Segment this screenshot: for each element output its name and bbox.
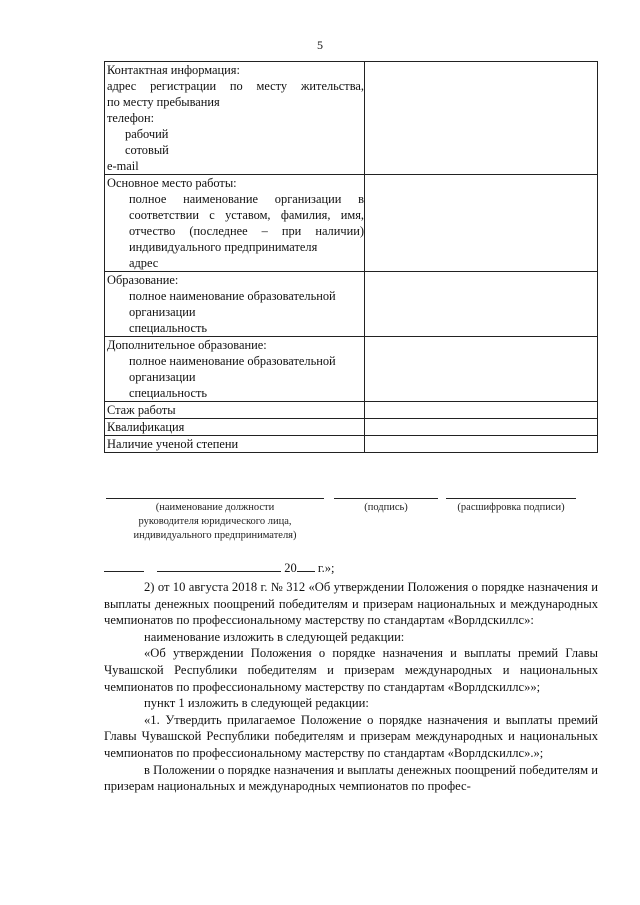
- caption-line: руководителя юридического лица,: [138, 516, 292, 527]
- row-line: отчество (последнее – при наличии): [129, 224, 364, 238]
- row-line: полное наименование образовательной: [129, 354, 336, 368]
- table-row-qualification: [105, 419, 598, 436]
- row-line: индивидуального предпринимателя: [129, 240, 318, 254]
- signature-line[interactable]: [334, 498, 438, 499]
- row-label: [105, 62, 365, 175]
- paragraph: 2) от 10 августа 2018 г. № 312 «Об утверждении Положения о порядке назначения и выплаты денежных поощрений победителям и призерам национальных и международных чемпионатов по профессиональному мастерству по стандартам «Ворлдскиллс»:: [104, 580, 598, 628]
- paragraph: пункт 1 изложить в следующей редакции:: [144, 696, 369, 711]
- month-blank[interactable]: [157, 559, 281, 572]
- table-row-workplace: [105, 175, 598, 272]
- row-label: [105, 402, 365, 419]
- paragraph: наименование изложить в следующей редакции:: [144, 629, 405, 644]
- row-heading: Наличие ученой степени: [107, 437, 239, 451]
- value-cell[interactable]: [365, 419, 598, 436]
- row-heading: Дополнительное образование:: [107, 338, 267, 352]
- page-number: 5: [317, 38, 323, 52]
- row-line: по месту пребывания: [107, 95, 220, 109]
- row-line: телефон:: [107, 111, 155, 125]
- row-heading: Основное место работы:: [107, 176, 237, 190]
- signature-caption: (подпись): [364, 502, 408, 513]
- caption-line: (наименование должности: [155, 502, 275, 513]
- year-blank[interactable]: [297, 559, 315, 572]
- value-cell[interactable]: [365, 272, 598, 337]
- value-cell[interactable]: [365, 175, 598, 272]
- row-line: адрес регистрации по месту жительства,: [107, 79, 364, 93]
- row-line: полное наименование образовательной: [129, 289, 336, 303]
- table-row-experience: [105, 402, 598, 419]
- amendment-text: [104, 579, 598, 795]
- paragraph: «Об утверждении Положения о порядке назначения и выплаты премий Главы Чувашской Республики победителям и призерам международных и национальных чемпионатов по профессиональному мастерству по стандартам «Ворлдскиллс»»;: [104, 646, 598, 694]
- row-heading: Квалификация: [107, 420, 185, 434]
- caption-line: индивидуального предпринимателя): [133, 530, 297, 541]
- paragraph: в Положении о порядке назначения и выплаты денежных поощрений победителям и призерам национальных и международных чемпионатов по профес-: [104, 762, 598, 794]
- row-line: сотовый: [125, 143, 169, 157]
- table-row-degree: [105, 436, 598, 453]
- table-row-additional-education: [105, 337, 598, 402]
- table-row-contacts: [105, 62, 598, 175]
- row-label: [105, 272, 365, 337]
- row-label: [105, 436, 365, 453]
- day-blank[interactable]: [104, 559, 144, 572]
- row-label: [105, 419, 365, 436]
- paragraph: «1. Утвердить прилагаемое Положение о порядке назначения и выплаты премий Главы Чувашской Республики победителям и призерам международных и национальных чемпионатов по профессиональному мастерству по стандартам «Ворлдскиллс».»;: [104, 712, 598, 760]
- row-label: [105, 175, 365, 272]
- position-signature-line[interactable]: [106, 498, 324, 499]
- row-line: организации: [129, 305, 196, 319]
- table-row-education: [105, 272, 598, 337]
- row-line: соответствии с уставом, фамилия, имя,: [129, 208, 364, 222]
- value-cell[interactable]: [365, 337, 598, 402]
- row-line: специальность: [129, 386, 208, 400]
- row-line: e-mail: [107, 159, 139, 173]
- value-cell[interactable]: [365, 436, 598, 453]
- row-line: адрес: [129, 256, 159, 270]
- position-caption: [106, 501, 324, 543]
- row-heading: Стаж работы: [107, 403, 176, 417]
- decoding-caption: (расшифровка подписи): [457, 502, 565, 513]
- row-heading: Образование:: [107, 273, 179, 287]
- year-prefix: 20: [284, 561, 297, 575]
- row-line: специальность: [129, 321, 208, 335]
- row-line: рабочий: [125, 127, 169, 141]
- signature-decoding-line[interactable]: [446, 498, 576, 499]
- date-line: [104, 559, 334, 576]
- value-cell[interactable]: [365, 402, 598, 419]
- row-line: полное наименование организации в: [129, 192, 364, 206]
- row-heading: Контактная информация:: [107, 63, 240, 77]
- value-cell[interactable]: [365, 62, 598, 175]
- applicant-info-table: [104, 61, 598, 453]
- row-label: [105, 337, 365, 402]
- date-suffix: г.»;: [314, 561, 335, 575]
- row-line: организации: [129, 370, 196, 384]
